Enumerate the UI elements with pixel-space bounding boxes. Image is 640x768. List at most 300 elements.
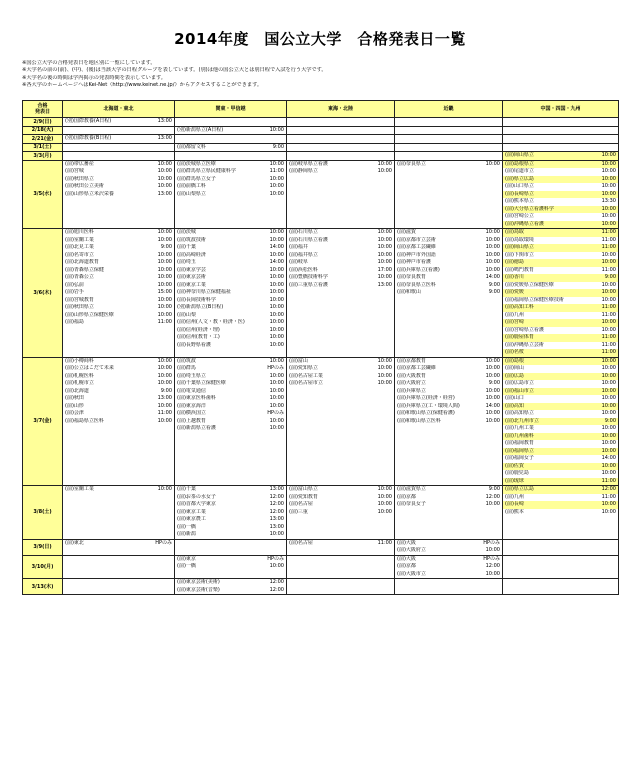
announcement-time: 11:00 <box>601 341 616 348</box>
university-name <box>63 531 145 539</box>
announcement-time: 14:00 <box>601 455 616 461</box>
header-region: 北海道・東北 <box>63 101 175 118</box>
university-name: (前)兵庫県立(工・環境人間) <box>397 402 460 409</box>
university-entry <box>63 274 174 282</box>
region-cell <box>395 539 503 555</box>
region-cell <box>503 555 619 579</box>
announcement-time: 10:00 <box>269 417 284 424</box>
university-name <box>63 455 145 463</box>
university-name <box>287 327 365 335</box>
announcement-time: 15:00 <box>157 289 172 295</box>
university-entry <box>395 380 502 388</box>
region-cell <box>503 126 619 135</box>
announcement-time <box>473 516 502 524</box>
university-name <box>503 531 589 539</box>
announcement-time: 10:00 <box>157 274 172 280</box>
university-name: (前)筑波技術 <box>177 236 206 243</box>
university-entry <box>175 168 286 176</box>
announcement-time <box>145 579 174 587</box>
university-name: (前)高崎経済 <box>177 251 206 258</box>
university-entry <box>175 161 286 169</box>
university-entry <box>395 289 502 297</box>
announcement-time: 13:00 <box>157 118 172 124</box>
university-entry <box>287 463 394 471</box>
university-name <box>287 388 365 396</box>
university-name <box>287 213 365 221</box>
announcement-time: 10:00 <box>485 387 500 394</box>
university-entry <box>503 244 618 252</box>
university-name: (前)埼玉県立 <box>177 372 206 379</box>
announcement-time <box>145 127 174 135</box>
announcement-time <box>473 440 502 448</box>
announcement-time <box>473 327 502 335</box>
announcement-time <box>145 478 174 486</box>
university-entry <box>175 152 286 160</box>
university-name: (前)高知 <box>505 402 524 409</box>
university-name: (前)豊橋技術科学 <box>289 274 328 280</box>
university-entry <box>287 455 394 463</box>
announcement-time: 10:00 <box>377 259 392 265</box>
region-cell <box>287 555 395 579</box>
announcement-time <box>473 349 502 357</box>
region-cell <box>63 143 175 152</box>
announcement-time <box>365 191 394 199</box>
university-entry <box>503 516 618 524</box>
announcement-time <box>365 410 394 418</box>
university-name <box>175 213 257 221</box>
announcement-time: 13:00 <box>269 523 284 530</box>
region-cell <box>287 118 395 127</box>
university-name: (前)帯広畜産 <box>65 160 94 167</box>
university-entry <box>175 448 286 456</box>
university-name: (前)群馬県立女子 <box>177 175 216 182</box>
university-name: (前)神奈川県立保健福祉 <box>177 289 231 295</box>
university-name <box>175 118 257 126</box>
university-name: (前)旭川医科 <box>65 229 94 235</box>
announcement-time: HPのみ <box>267 365 284 371</box>
announcement-time <box>365 579 394 587</box>
university-entry <box>287 425 394 433</box>
university-entry <box>175 579 286 587</box>
announcement-time: 10:00 <box>601 160 616 167</box>
university-entry <box>395 563 502 571</box>
university-entry <box>503 388 618 396</box>
announcement-time <box>589 587 618 595</box>
announcement-time <box>365 342 394 350</box>
university-entry <box>503 168 618 176</box>
university-entry <box>63 327 174 335</box>
announcement-time <box>365 448 394 456</box>
university-entry <box>175 297 286 305</box>
university-entry <box>63 244 174 252</box>
university-entry <box>503 118 618 126</box>
university-entry <box>63 252 174 260</box>
announcement-time: 10:00 <box>377 168 392 174</box>
region-cell <box>175 229 287 358</box>
announcement-time: 10:00 <box>485 236 500 243</box>
announcement-time: 11:00 <box>601 349 616 355</box>
university-name: (前)広島 <box>505 372 524 379</box>
announcement-time: 10:00 <box>157 417 172 424</box>
university-entry <box>503 501 618 509</box>
university-name: (前)信州(経済・理) <box>177 326 220 333</box>
university-name: (前)島根 <box>505 357 524 364</box>
university-name: (前)名桜 <box>505 349 524 355</box>
announcement-time <box>257 571 286 579</box>
announcement-time <box>473 304 502 312</box>
announcement-time: 10:00 <box>601 508 616 515</box>
university-name: (前)愛媛県立保健医療 <box>505 281 554 288</box>
announcement-time: 13:00 <box>157 395 172 401</box>
university-name <box>63 571 145 579</box>
region-cell <box>287 152 395 161</box>
university-entry <box>395 540 502 548</box>
university-entry <box>395 556 502 564</box>
announcement-time <box>473 587 502 595</box>
announcement-time <box>365 118 394 126</box>
university-entry <box>63 531 174 539</box>
university-name: (前)鹿屋体育 <box>505 334 534 340</box>
university-entry <box>175 410 286 418</box>
announcement-time <box>257 470 286 478</box>
announcement-time <box>145 587 174 595</box>
announcement-time: 10:00 <box>601 281 616 288</box>
university-entry <box>63 358 174 366</box>
date-cell: 2/18(火) <box>23 126 63 135</box>
university-name: (前)鳥取環境 <box>505 236 534 243</box>
university-name <box>287 127 365 135</box>
university-name: (前)山形県立米沢栄養 <box>65 190 114 197</box>
university-entry <box>503 433 618 441</box>
university-entry <box>63 259 174 267</box>
announcement-time: 10:00 <box>269 304 284 310</box>
announcement-time <box>257 152 286 160</box>
university-entry <box>503 579 618 587</box>
announcement-time: 11:00 <box>601 311 616 318</box>
university-entry <box>395 244 502 252</box>
announcement-time: 10:00 <box>601 190 616 197</box>
university-name: (前)浜松医科 <box>289 266 318 273</box>
announcement-time: 14:00 <box>485 274 500 280</box>
university-name <box>175 455 257 463</box>
university-name: (前)京都工芸繊維 <box>397 244 436 250</box>
university-name <box>503 524 589 532</box>
note-line: ※各大学のホームページへはKei-Net（http://www.keinet.ne.jp/）からアクセスすることができます。 <box>22 81 263 88</box>
university-entry <box>287 349 394 357</box>
announcement-time: 10:00 <box>269 236 284 243</box>
university-entry <box>175 547 286 555</box>
university-name: (前)富山県立 <box>289 486 318 492</box>
university-name: (前)北海道教育 <box>65 259 99 265</box>
announcement-time <box>145 509 174 517</box>
university-name: (前)鳴門教育 <box>505 266 534 273</box>
university-name: (前)沖縄県立芸術 <box>505 341 544 348</box>
university-name: (前)東京工業 <box>177 281 206 288</box>
announcement-time: 10:00 <box>377 229 392 235</box>
university-entry <box>63 524 174 532</box>
university-entry <box>175 486 286 494</box>
region-cell <box>63 539 175 555</box>
university-name: (前)青森公立 <box>65 274 94 280</box>
university-entry <box>503 358 618 366</box>
university-entry <box>503 176 618 184</box>
university-name: (前)下関市立 <box>505 251 534 258</box>
announcement-time <box>145 213 174 221</box>
university-name: (前)熊本県立 <box>505 198 534 204</box>
university-name: (前)宮城教育 <box>65 296 94 303</box>
university-name <box>395 183 473 191</box>
announcement-time <box>365 425 394 433</box>
university-name: (前)名古屋 <box>289 501 313 507</box>
announcement-time: 9:00 <box>272 143 284 150</box>
announcement-time <box>473 425 502 433</box>
university-entry <box>287 486 394 494</box>
university-name: (前)室蘭工業 <box>65 486 94 492</box>
announcement-time: 10:00 <box>377 486 392 492</box>
university-entry <box>175 274 286 282</box>
announcement-time: 9:00 <box>488 281 500 288</box>
university-entry <box>395 579 502 587</box>
announcement-time: 10:00 <box>485 417 500 424</box>
university-name: (前)大阪 <box>397 555 416 562</box>
university-entry <box>287 380 394 388</box>
announcement-time: 11:00 <box>601 493 616 500</box>
date-cell: 3/5(水) <box>23 160 63 229</box>
university-entry <box>175 289 286 297</box>
university-entry <box>63 161 174 169</box>
university-entry <box>287 176 394 184</box>
announcement-time <box>365 571 394 579</box>
university-entry <box>287 440 394 448</box>
announcement-time <box>145 531 174 539</box>
announcement-time <box>365 587 394 595</box>
region-cell <box>175 579 287 595</box>
university-name: (前)東京農工 <box>177 516 206 522</box>
university-name: (前)愛知教育 <box>289 493 318 500</box>
university-name: (前)秋田県立 <box>65 175 94 182</box>
university-entry <box>63 365 174 373</box>
announcement-time <box>365 388 394 396</box>
announcement-time: 14:00 <box>269 259 284 265</box>
announcement-time: 10:00 <box>485 547 500 553</box>
announcement-time <box>473 221 502 229</box>
university-name: (前)琉球 <box>505 477 524 484</box>
university-entry <box>503 418 618 426</box>
university-entry <box>395 135 502 143</box>
university-name <box>287 152 365 160</box>
announcement-time <box>145 563 174 571</box>
announcement-time: 10:00 <box>485 372 500 379</box>
university-entry <box>287 556 394 564</box>
date-cell: 3/13(木) <box>23 579 63 595</box>
university-name: (前)滋賀県立 <box>397 486 426 492</box>
announcement-time <box>473 213 502 221</box>
announcement-time <box>473 319 502 327</box>
announcement-time <box>365 206 394 214</box>
announcement-time: 10:00 <box>157 402 172 409</box>
announcement-time <box>365 304 394 312</box>
announcement-time: HPのみ <box>155 539 172 546</box>
university-entry <box>395 213 502 221</box>
university-name <box>395 327 473 335</box>
university-entry <box>63 373 174 381</box>
university-name: (前)京都市立芸術 <box>397 236 436 243</box>
university-name: (前)和歌山県立(保健看護) <box>397 410 455 416</box>
university-name <box>175 206 257 214</box>
university-name <box>63 213 145 221</box>
announcement-time <box>589 556 618 564</box>
university-entry <box>175 365 286 373</box>
announcement-time <box>473 433 502 441</box>
university-entry <box>503 425 618 433</box>
university-entry <box>503 463 618 471</box>
announcement-time: 12:00 <box>269 501 284 507</box>
university-entry <box>175 494 286 502</box>
announcement-time: 11:00 <box>601 236 616 243</box>
university-entry <box>503 259 618 267</box>
university-entry <box>175 144 286 152</box>
university-name <box>287 463 365 471</box>
header-region: 東海・北陸 <box>287 101 395 118</box>
university-entry <box>395 478 502 486</box>
university-entry <box>175 183 286 191</box>
university-name: (前)奈良県立 <box>397 160 426 167</box>
university-entry <box>395 373 502 381</box>
university-entry <box>503 571 618 579</box>
university-entry <box>287 388 394 396</box>
announcement-time: 10:00 <box>601 387 616 394</box>
university-name: (前)県立広島 <box>505 175 534 182</box>
university-entry <box>287 395 394 403</box>
region-cell <box>395 486 503 540</box>
announcement-time <box>365 516 394 524</box>
university-name <box>503 118 589 126</box>
announcement-time: 10:00 <box>601 168 616 174</box>
university-name: (前)奈良県立医科 <box>397 281 436 288</box>
announcement-time <box>365 327 394 335</box>
university-entry <box>503 494 618 502</box>
announcement-time: 10:00 <box>269 126 284 133</box>
announcement-time <box>473 183 502 191</box>
university-name <box>503 516 589 524</box>
university-name: (前)東京工業 <box>177 508 206 515</box>
university-name: (前)新潟県立看護 <box>177 425 216 431</box>
university-name: (前)横浜国立 <box>177 410 206 416</box>
date-cell: 3/9(日) <box>23 539 63 555</box>
table-row <box>23 555 619 579</box>
university-name <box>287 176 365 184</box>
announcement-time: 10:00 <box>485 259 500 265</box>
university-entry <box>63 494 174 502</box>
university-name: (前)東京芸術(美術) <box>177 579 220 585</box>
university-entry <box>287 144 394 152</box>
announcement-time: HPのみ <box>483 539 500 546</box>
university-name <box>175 540 257 548</box>
announcement-time: 10:00 <box>377 380 392 386</box>
university-name: (前)大阪府立 <box>397 380 426 386</box>
table-row <box>23 126 619 135</box>
announcement-time: 10:00 <box>157 311 172 318</box>
university-entry <box>287 118 394 126</box>
announcement-time <box>473 176 502 184</box>
announcement-time <box>145 425 174 433</box>
announcement-time <box>145 455 174 463</box>
announcement-time: 12:00 <box>269 493 284 500</box>
region-cell <box>503 579 619 595</box>
university-name: (前)九州 <box>505 311 524 318</box>
university-name <box>63 516 145 524</box>
region-cell <box>503 118 619 127</box>
announcement-time: 12:00 <box>485 493 500 500</box>
header-region: 中国・四国・九州 <box>503 101 619 118</box>
announcement-time: 9:00 <box>488 380 500 386</box>
university-name <box>287 440 365 448</box>
university-entry <box>63 229 174 237</box>
date-cell: 3/10(月) <box>23 555 63 579</box>
university-name <box>63 448 145 456</box>
university-name <box>287 297 365 305</box>
university-name <box>395 470 473 478</box>
date-cell: 3/6(木) <box>23 229 63 358</box>
university-name: (別)国際教養(B日程) <box>65 135 112 141</box>
region-cell <box>395 152 503 161</box>
university-entry <box>287 478 394 486</box>
announcement-time <box>257 221 286 229</box>
announcement-time <box>145 470 174 478</box>
university-name: (前)宮城 <box>65 168 84 174</box>
region-cell <box>287 486 395 540</box>
university-entry <box>63 304 174 312</box>
announcement-time <box>473 135 502 143</box>
university-entry <box>63 556 174 564</box>
university-entry <box>63 440 174 448</box>
university-name: (前)室蘭工業 <box>65 236 94 243</box>
university-name <box>287 334 365 342</box>
university-entry <box>503 198 618 206</box>
university-entry <box>503 312 618 320</box>
university-name: (前)京都 <box>397 563 416 569</box>
university-entry <box>63 289 174 297</box>
university-entry <box>395 349 502 357</box>
announcement-time <box>257 198 286 206</box>
university-name <box>395 118 473 126</box>
university-name <box>395 135 473 143</box>
announcement-time <box>473 127 502 135</box>
university-entry <box>503 213 618 221</box>
university-entry <box>395 319 502 327</box>
announcement-time <box>365 198 394 206</box>
university-name <box>63 501 145 509</box>
university-name: (前)千葉 <box>177 244 196 250</box>
announcement-time <box>365 297 394 305</box>
announcement-time: 10:00 <box>601 440 616 446</box>
university-name <box>287 425 365 433</box>
announcement-time: 10:00 <box>157 236 172 243</box>
announcement-time <box>365 334 394 342</box>
announcement-time: 10:00 <box>269 387 284 394</box>
university-entry <box>395 198 502 206</box>
university-name: (前)電気通信 <box>177 387 206 394</box>
announcement-time <box>145 556 174 564</box>
university-entry <box>395 342 502 350</box>
university-name <box>287 433 365 441</box>
university-entry <box>175 540 286 548</box>
university-name: (前)岡山県立 <box>505 152 534 158</box>
university-name <box>175 448 257 456</box>
university-name: (前)奈良教育 <box>397 274 426 280</box>
announcement-time: 10:00 <box>269 357 284 364</box>
university-entry <box>287 494 394 502</box>
